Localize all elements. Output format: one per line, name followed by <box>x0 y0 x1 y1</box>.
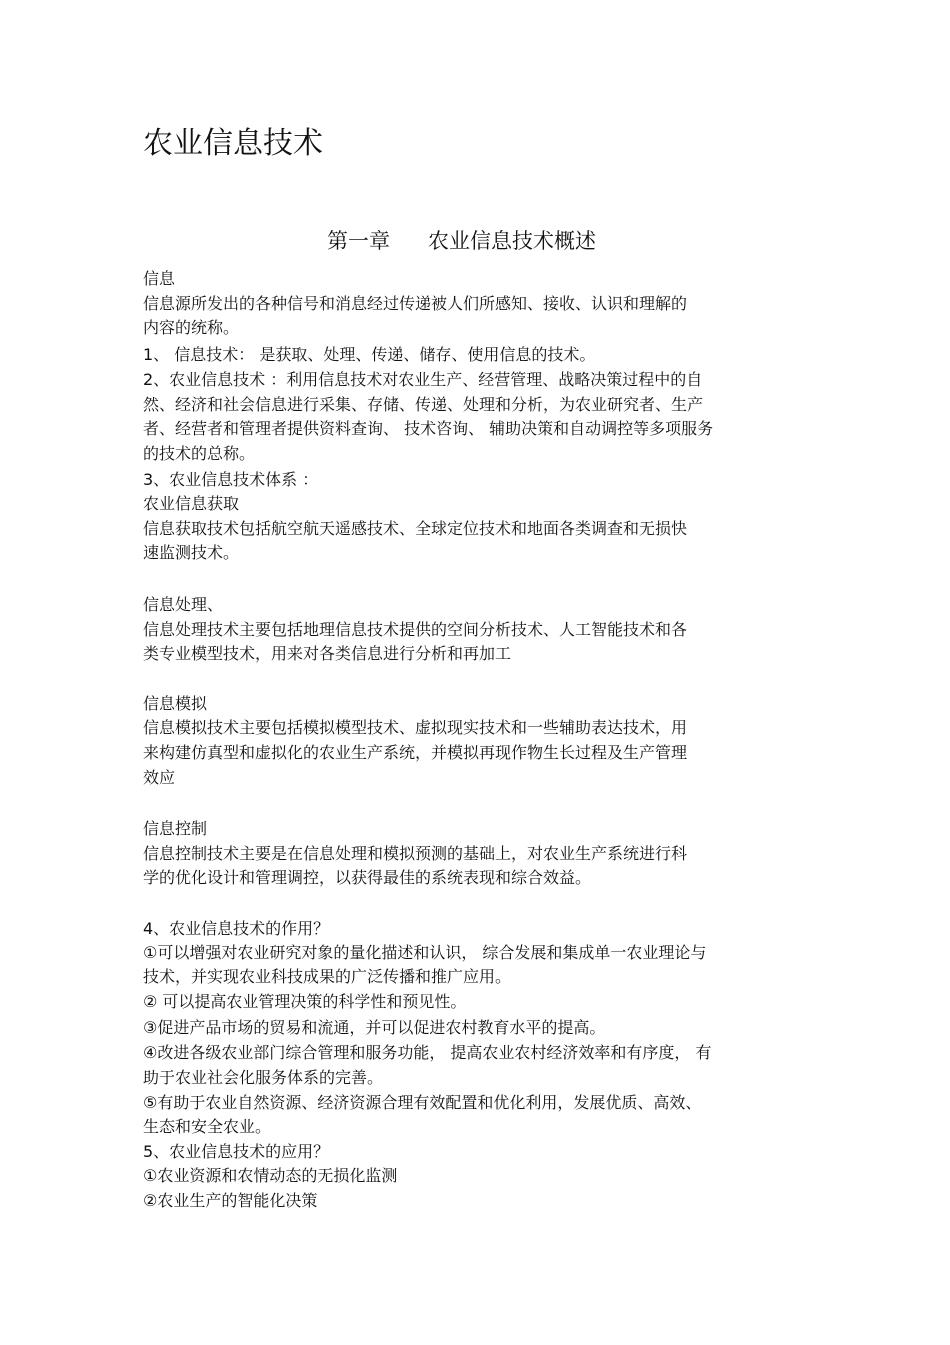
text-line: 信息控制 <box>143 819 208 838</box>
text-line: 技术，并实现农业科技成果的广泛传播和推广应用。 <box>143 967 512 986</box>
text-line: 信息处理技术主要包括地理信息技术提供的空间分析技术、人工智能技术和各 <box>143 620 688 639</box>
text-line: 3、农业信息技术体系 ： <box>143 470 319 489</box>
text-line: 效应 <box>143 768 176 787</box>
document-title: 农业信息技术 <box>143 126 323 161</box>
text-line: ④改进各级农业部门综合管理和服务功能， 提高农业农村经济效率和有序度， 有 <box>143 1043 712 1062</box>
text-line: 类专业模型技术，用来对各类信息进行分析和再加工 <box>143 644 512 663</box>
text-line: 内容的统称。 <box>143 318 240 337</box>
text-line: 学的优化设计和管理调控，以获得最佳的系统表现和综合效益。 <box>143 868 592 887</box>
text-line: 来构建仿真型和虚拟化的农业生产系统，并模拟再现作物生长过程及生产管理 <box>143 743 688 762</box>
text-line: 信息模拟技术主要包括模拟模型技术、虚拟现实技术和一些辅助表达技术，用 <box>143 718 688 737</box>
text-line: 信息源所发出的各种信号和消息经过传递被人们所感知、接收、认识和理解的 <box>143 294 688 313</box>
text-line: 1、 信息技术： 是获取、处理、传递、储存、使用信息的技术。 <box>143 345 596 364</box>
text-line: 速监测技术。 <box>143 543 240 562</box>
text-line: 信息获取技术包括航空航天遥感技术、全球定位技术和地面各类调查和无损快 <box>143 519 688 538</box>
chapter-name: 农业信息技术概述 <box>428 229 596 253</box>
text-line: 信息控制技术主要是在信息处理和模拟预测的基础上，对农业生产系统进行科 <box>143 844 688 863</box>
text-line: 农业信息获取 <box>143 494 240 513</box>
text-line: 然、经济和社会信息进行采集、存储、传递、处理和分析，为农业研究者、生产 <box>143 395 704 414</box>
text-line: 5、农业信息技术的应用？ <box>143 1142 330 1161</box>
text-line: ①农业资源和农情动态的无损化监测 <box>143 1166 398 1185</box>
text-line: ③促进产品市场的贸易和流通，并可以促进农村教育水平的提高。 <box>143 1018 606 1037</box>
chapter-number: 第一章 <box>327 229 390 253</box>
text-line: 信息模拟 <box>143 694 208 713</box>
chapter-heading <box>327 226 596 256</box>
text-line: 者、经营者和管理者提供资料查询、 技术咨询、 辅助决策和自动调控等多项服务 <box>143 419 714 438</box>
text-line: ①可以增强对农业研究对象的量化描述和认识， 综合发展和集成单一农业理论与 <box>143 943 707 962</box>
text-line: ②农业生产的智能化决策 <box>143 1191 318 1210</box>
text-line: 4、农业信息技术的作用？ <box>143 919 330 938</box>
text-line: 的技术的总称。 <box>143 444 256 463</box>
text-line: 2、农业信息技术 ：利用信息技术对农业生产、经营管理、战略决策过程中的自 <box>143 370 703 389</box>
text-line: ② 可以提高农业管理决策的科学性和预见性。 <box>143 992 467 1011</box>
text-line: 生态和安全农业。 <box>143 1117 272 1136</box>
text-line: ⑤有助于农业自然资源、经济资源合理有效配置和优化利用，发展优质、高效、 <box>143 1093 702 1112</box>
text-line: 信息 <box>143 269 176 288</box>
text-line: 信息处理、 <box>143 595 224 614</box>
text-line: 助于农业社会化服务体系的完善。 <box>143 1068 384 1087</box>
